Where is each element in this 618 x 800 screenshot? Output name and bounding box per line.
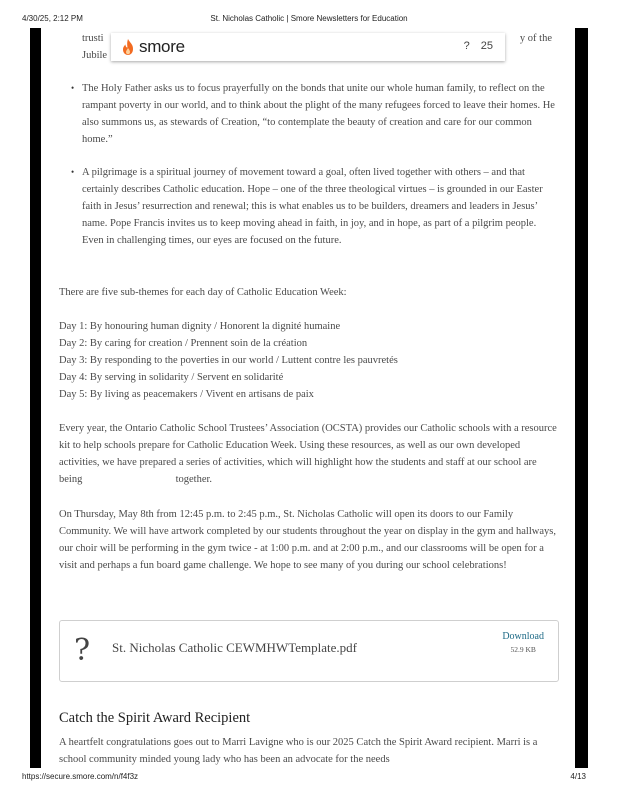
open-house-paragraph: On Thursday, May 8th from 12:45 p.m. to 2:45 p.m., St. Nicholas Catholic will open its doors to our Family Community. We will have artwork completed by our students throughout the year on display in the gym and hallways, our choir will be performing in the gym twice - at 1:00 p.m. and at 2:00 p.m., and our classrooms will be open for a visit and perhaps a fun board game challenge. We hope to see many of you during our school celebrations! bbox=[59, 509, 556, 571]
ocsta-tail: together. bbox=[175, 474, 213, 485]
file-size: 52.9 KB bbox=[510, 645, 536, 654]
flame-icon bbox=[121, 38, 135, 56]
right-frame-bar bbox=[575, 28, 588, 768]
attachment-filename[interactable]: St. Nicholas Catholic CEWMHWTemplate.pdf bbox=[112, 640, 357, 655]
day-item: Day 4: By serving in solidarity / Servent en solidarité bbox=[59, 372, 284, 383]
unknown-file-icon: ? bbox=[74, 633, 91, 668]
bullet-item: • The Holy Father asks us to focus prayerfully on the bonds that unite our whole human family, to reflect on the rampant poverty in our world, and to think about the plight of the many refugees forced to leave their homes. He also summons us, as stewards of Creation, “to contemplate the beauty of creation and care for our common home.” bbox=[59, 80, 559, 148]
smore-top-bar bbox=[111, 33, 505, 61]
subthemes-intro: There are five sub-themes for each day of Catholic Education Week: bbox=[59, 287, 347, 298]
bullet-list bbox=[59, 80, 559, 249]
print-datetime: 4/30/25, 2:12 PM bbox=[22, 14, 83, 23]
newsletter-content bbox=[41, 28, 575, 768]
day-item: Day 5: By living as peacemakers / Vivent en artisans de paix bbox=[59, 389, 314, 400]
print-page-number: 4/13 bbox=[570, 772, 586, 781]
ocsta-text: Every year, the Ontario Catholic School Trustees’ Association (OCSTA) provides our Catholic schools with a resource kit to help schools prepare for Catholic Education Week. Using these resources, as well as our own developed activities, we have prepared a series of activities, which will highlight how the students and staff at our school are being bbox=[59, 423, 557, 485]
print-footer bbox=[0, 772, 618, 784]
intro-partial-start: trusti bbox=[82, 33, 104, 44]
day-item: Day 2: By caring for creation / Prennent soin de la création bbox=[59, 338, 308, 349]
award-paragraph: A heartfelt congratulations goes out to Marri Lavigne who is our 2025 Catch the Spirit Award recipient. Marri is a school community minded young lady who has been an advocate for the needs bbox=[59, 737, 538, 765]
day-item: Day 3: By responding to the poverties in our world / Luttent contre les pauvretés bbox=[59, 355, 398, 366]
bullet-item: • A pilgrimage is a spiritual journey of movement toward a goal, often lived together with others – and that certainly describes Catholic education. Hope – one of the three theological virtues – is grounded in our Easter faith in Jesus’ resurrection and renewal; this is what enables us to be builders, dreamers and leaders in Jesus’ name. Pope Francis invites us to keep moving ahead in faith, in joy, and in hope, as part of a pilgrim people. Even in challenging times, our eyes are focused on the future. bbox=[59, 164, 559, 249]
print-header bbox=[0, 14, 618, 26]
attachment-card[interactable] bbox=[59, 620, 559, 682]
attachment-download bbox=[502, 631, 544, 654]
print-url: https://secure.smore.com/n/f4f3z bbox=[22, 772, 139, 781]
smore-logo[interactable] bbox=[121, 37, 185, 57]
award-section-title: Catch the Spirit Award Recipient bbox=[59, 710, 251, 726]
download-link[interactable]: Download bbox=[502, 631, 544, 642]
smore-logo-text: smore bbox=[139, 37, 185, 56]
print-title: St. Nicholas Catholic | Smore Newsletters for Education bbox=[210, 14, 408, 23]
view-count: 25 bbox=[480, 40, 493, 52]
intro-partial-end: y of the bbox=[519, 33, 552, 44]
help-icon[interactable]: ? bbox=[463, 40, 470, 52]
day-item: Day 1: By honouring human dignity / Honorent la dignité humaine bbox=[59, 321, 341, 332]
left-frame-bar bbox=[30, 28, 41, 768]
smore-bar-right bbox=[456, 40, 493, 52]
intro-partial-line2: Jubile bbox=[82, 50, 108, 61]
ocsta-paragraph bbox=[59, 420, 559, 488]
days-list bbox=[59, 318, 559, 403]
